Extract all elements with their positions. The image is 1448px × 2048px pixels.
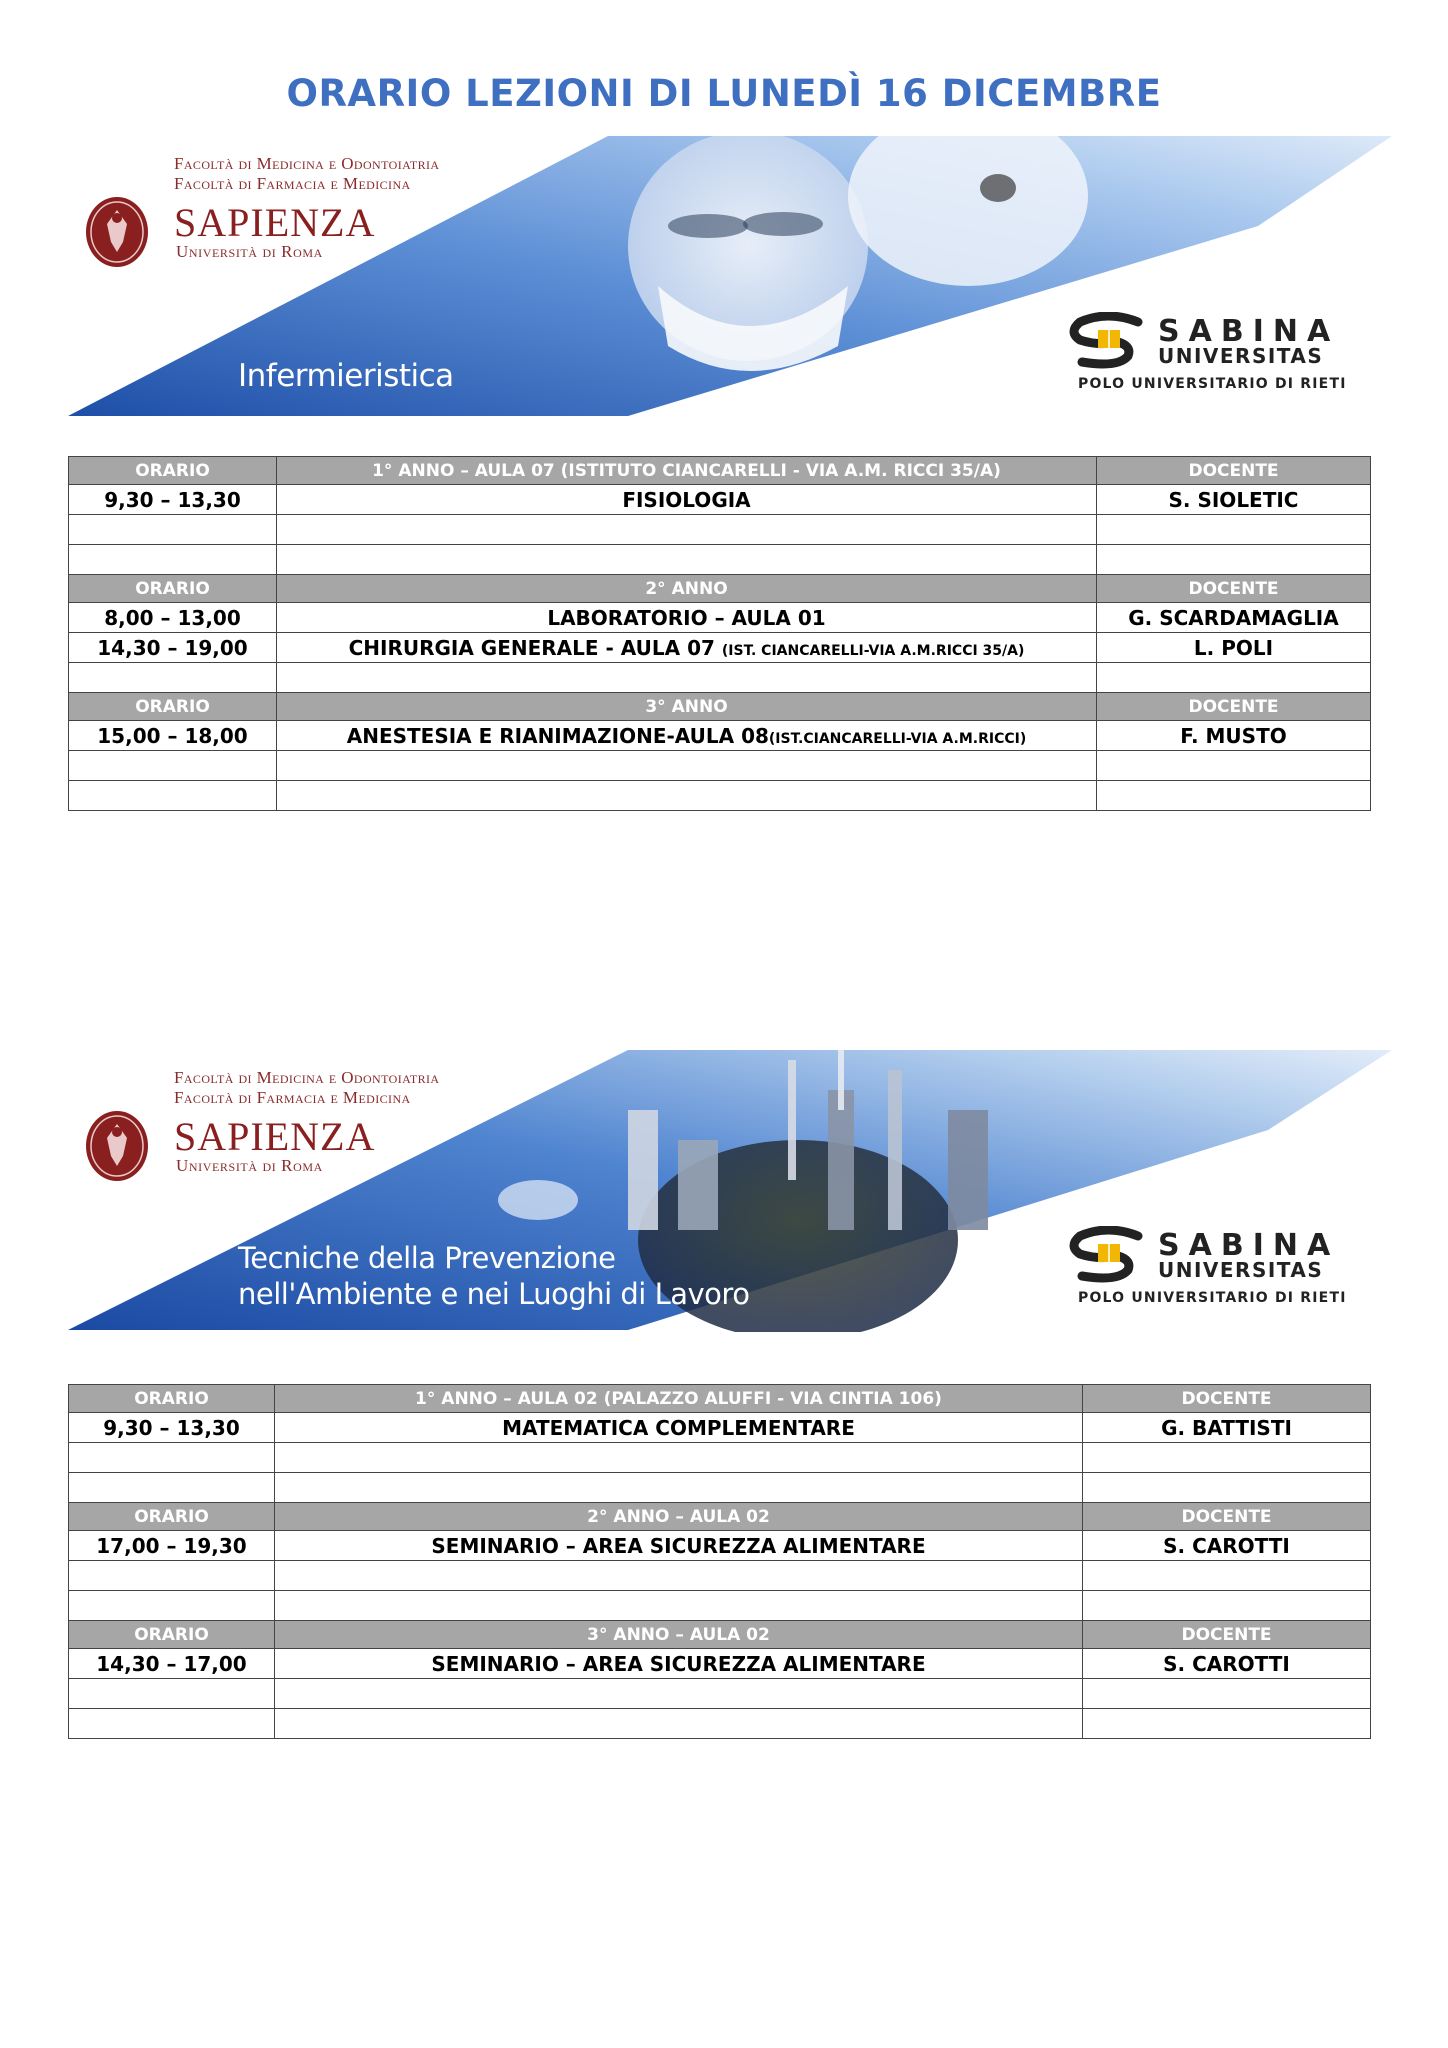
cell-time: 9,30 – 13,30 (69, 1413, 275, 1443)
table-row (69, 485, 1371, 515)
header-time: ORARIO (69, 575, 277, 603)
cell-subject (275, 1561, 1083, 1591)
header-teacher: DOCENTE (1083, 1503, 1371, 1531)
cell-subject (277, 515, 1097, 545)
cell-teacher (1083, 1561, 1371, 1591)
universitas-wordmark: UNIVERSITAS (1158, 344, 1324, 368)
header-teacher: DOCENTE (1097, 575, 1371, 603)
faculty-names (174, 1068, 439, 1108)
table-row (69, 633, 1371, 663)
cell-subject (277, 663, 1097, 693)
faculty-line-1: Facoltà di Medicina e Odontoiatria (174, 1068, 440, 1087)
page-title: ORARIO LEZIONI DI LUNEDÌ 16 DICEMBRE (286, 72, 1162, 115)
cell-teacher (1083, 1443, 1371, 1473)
cell-subject (277, 721, 1097, 751)
cell-time: 15,00 – 18,00 (69, 721, 277, 751)
cell-subject (277, 781, 1097, 811)
cell-subject (277, 603, 1097, 633)
cell-teacher (1083, 1591, 1371, 1621)
cell-subject (275, 1473, 1083, 1503)
schedule-table-infermieristica (68, 456, 1371, 811)
cell-time: 14,30 – 19,00 (69, 633, 277, 663)
header-subject: 3° ANNO – AULA 02 (275, 1621, 1083, 1649)
header-time: ORARIO (69, 1621, 275, 1649)
cell-teacher: L. POLI (1097, 633, 1371, 663)
header-time: ORARIO (69, 457, 277, 485)
polo-tagline: POLO UNIVERSITARIO DI RIETI (1078, 376, 1347, 392)
subject-text: ANESTESIA E RIANIMAZIONE-AULA 08 (346, 723, 769, 748)
cell-teacher (1083, 1679, 1371, 1709)
header-time: ORARIO (69, 693, 277, 721)
cell-teacher (1097, 663, 1371, 693)
sapienza-seal-icon (84, 1108, 150, 1184)
table-row (69, 781, 1371, 811)
header-time: ORARIO (69, 1385, 275, 1413)
faculty-line-1: Facoltà di Medicina e Odontoiatria (174, 154, 440, 173)
cell-time: 17,00 – 19,30 (69, 1531, 275, 1561)
cell-subject (275, 1709, 1083, 1739)
cell-subject (277, 633, 1097, 663)
sabina-universitas-logo (1068, 312, 1368, 402)
table-row (69, 1591, 1371, 1621)
table-header-row (69, 1503, 1371, 1531)
table-row (69, 721, 1371, 751)
header-teacher: DOCENTE (1083, 1621, 1371, 1649)
header-subject: 1° ANNO – AULA 02 (PALAZZO ALUFFI - VIA CINTIA 106) (275, 1385, 1083, 1413)
cell-subject (275, 1591, 1083, 1621)
course-name: Infermieristica (238, 358, 454, 394)
cell-time: 9,30 – 13,30 (69, 485, 277, 515)
cell-subject (277, 751, 1097, 781)
cell-subject (277, 545, 1097, 575)
header-teacher: DOCENTE (1083, 1385, 1371, 1413)
cell-teacher: G. BATTISTI (1083, 1413, 1371, 1443)
header-teacher: DOCENTE (1097, 457, 1371, 485)
cell-teacher (1083, 1473, 1371, 1503)
table-row (69, 515, 1371, 545)
university-name: SAPIENZA (174, 1114, 376, 1159)
table-row (69, 545, 1371, 575)
cell-time (69, 781, 277, 811)
header-subject: 2° ANNO – AULA 02 (275, 1503, 1083, 1531)
cell-teacher: S. SIOLETIC (1097, 485, 1371, 515)
subject-text: LABORATORIO – AULA 01 (547, 605, 826, 630)
header-subject: 2° ANNO (277, 575, 1097, 603)
banner-infermieristica (68, 136, 1392, 418)
table-row (69, 663, 1371, 693)
cell-teacher: S. CAROTTI (1083, 1649, 1371, 1679)
sabina-emblem-icon (1068, 1226, 1148, 1286)
cell-time (69, 545, 277, 575)
schedule-table-tecniche-prevenzione (68, 1384, 1371, 1739)
cell-time: 14,30 – 17,00 (69, 1649, 275, 1679)
cell-time (69, 1591, 275, 1621)
cell-subject: SEMINARIO – AREA SICUREZZA ALIMENTARE (275, 1649, 1083, 1679)
table-row (69, 1473, 1371, 1503)
course-name-line-2: nell'Ambiente e nei Luoghi di Lavoro (238, 1277, 750, 1311)
cell-subject: SEMINARIO – AREA SICUREZZA ALIMENTARE (275, 1531, 1083, 1561)
cell-time (69, 515, 277, 545)
cell-subject (275, 1443, 1083, 1473)
cell-subject (277, 485, 1097, 515)
table-row (69, 1709, 1371, 1739)
table-row (69, 1649, 1371, 1679)
faculty-line-2: Facoltà di Farmacia e Medicina (174, 174, 411, 193)
banner-tecniche-prevenzione (68, 1050, 1392, 1332)
table-row (69, 1443, 1371, 1473)
sabina-wordmark: SABINA (1158, 1228, 1340, 1263)
cell-teacher: F. MUSTO (1097, 721, 1371, 751)
cell-subject (275, 1679, 1083, 1709)
sabina-universitas-logo (1068, 1226, 1368, 1316)
sapienza-seal-icon (84, 194, 150, 270)
header-teacher: DOCENTE (1097, 693, 1371, 721)
course-name-line-1: Tecniche della Prevenzione (238, 1241, 616, 1275)
faculty-line-2: Facoltà di Farmacia e Medicina (174, 1088, 411, 1107)
table-row (69, 751, 1371, 781)
cell-teacher: S. CAROTTI (1083, 1531, 1371, 1561)
cell-time (69, 1709, 275, 1739)
cell-teacher (1097, 781, 1371, 811)
university-subtitle: Università di Roma (176, 242, 323, 261)
table-header-row (69, 693, 1371, 721)
cell-time (69, 751, 277, 781)
sabina-wordmark: SABINA (1158, 314, 1340, 349)
cell-teacher (1083, 1709, 1371, 1739)
table-row (69, 603, 1371, 633)
sabina-emblem-icon (1068, 312, 1148, 372)
cell-time: 8,00 – 13,00 (69, 603, 277, 633)
university-name: SAPIENZA (174, 200, 376, 245)
cell-teacher: G. SCARDAMAGLIA (1097, 603, 1371, 633)
table-row (69, 1531, 1371, 1561)
table-header-row (69, 1621, 1371, 1649)
cell-time (69, 1443, 275, 1473)
cell-teacher (1097, 751, 1371, 781)
table-row (69, 1561, 1371, 1591)
header-time: ORARIO (69, 1503, 275, 1531)
universitas-wordmark: UNIVERSITAS (1158, 1258, 1324, 1282)
table-header-row (69, 457, 1371, 485)
table-row (69, 1413, 1371, 1443)
subject-text: CHIRURGIA GENERALE - AULA 07 (348, 635, 722, 660)
cell-teacher (1097, 545, 1371, 575)
subject-location-note: (IST. CIANCARELLI-VIA A.M.RICCI 35/A) (721, 642, 1025, 659)
table-header-row (69, 1385, 1371, 1413)
cell-time (69, 1679, 275, 1709)
cell-subject: MATEMATICA COMPLEMENTARE (275, 1413, 1083, 1443)
subject-text: FISIOLOGIA (622, 487, 751, 512)
header-subject: 1° ANNO – AULA 07 (ISTITUTO CIANCARELLI - VIA A.M. RICCI 35/A) (277, 457, 1097, 485)
cell-teacher (1097, 515, 1371, 545)
cell-time (69, 663, 277, 693)
faculty-names (174, 154, 439, 194)
university-subtitle: Università di Roma (176, 1156, 323, 1175)
table-row (69, 1679, 1371, 1709)
polo-tagline: POLO UNIVERSITARIO DI RIETI (1078, 1290, 1347, 1306)
cell-time (69, 1473, 275, 1503)
subject-location-note: (IST.CIANCARELLI-VIA A.M.RICCI) (768, 730, 1027, 747)
cell-time (69, 1561, 275, 1591)
table-header-row (69, 575, 1371, 603)
course-name (238, 1240, 749, 1312)
header-subject: 3° ANNO (277, 693, 1097, 721)
